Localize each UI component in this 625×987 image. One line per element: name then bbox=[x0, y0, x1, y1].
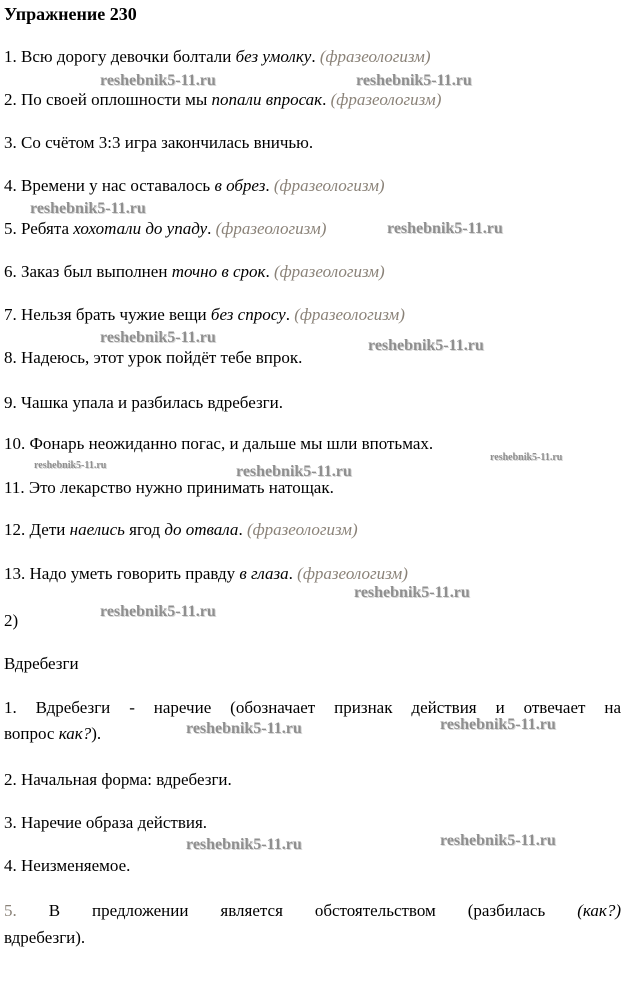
sentence-text: 12. Дети bbox=[4, 520, 70, 539]
idiom-text: без умолку bbox=[235, 47, 312, 66]
sentence-4: 4. Времени у нас оставалось в обрез. (фразеологизм) bbox=[4, 176, 385, 195]
watermark: reshebnik5-11.ru bbox=[30, 200, 146, 217]
idiom-text: попали впросак bbox=[211, 90, 323, 109]
sentence-7: 7. Нельзя брать чужие вещи без спросу. (фразеологизм) bbox=[4, 305, 405, 324]
analysis-point-1-cont: вопрос как?). bbox=[4, 724, 102, 743]
sentence-8 bbox=[4, 348, 621, 368]
idiom-text: хохотали до упаду bbox=[73, 219, 208, 238]
idiom-text: в глаза bbox=[239, 564, 289, 583]
idiom-note: (фразеологизм) bbox=[273, 176, 385, 195]
sentence-10 bbox=[4, 434, 621, 454]
watermark: reshebnik5-11.ru bbox=[368, 337, 484, 354]
sentence-9 bbox=[4, 393, 621, 413]
watermark: reshebnik5-11.ru bbox=[354, 584, 470, 601]
watermark: reshebnik5-11.ru bbox=[356, 72, 472, 89]
idiom-note: (фразеологизм) bbox=[319, 47, 431, 66]
sentence-1: 1. Всю дорогу девочки болтали без умолку. (фразеологизм) bbox=[4, 47, 431, 66]
page-title: Упражнение 230 bbox=[4, 4, 137, 24]
idiom-text: точно в срок bbox=[171, 262, 266, 281]
idiom-text: без спросу bbox=[210, 305, 286, 324]
sentence-text: 13. Надо уметь говорить правду bbox=[4, 564, 240, 583]
part2-word: Вдребезги bbox=[4, 654, 79, 673]
sentence-11 bbox=[4, 478, 621, 498]
analysis-point-2: 2. Начальная форма: вдребезги. bbox=[4, 770, 232, 789]
watermark: reshebnik5-11.ru bbox=[387, 220, 503, 237]
watermark: reshebnik5-11.ru bbox=[34, 460, 107, 471]
sentence-text: 3. Со счётом 3:3 игра закончилась вничью. bbox=[4, 133, 314, 152]
idiom-note: (фразеологизм) bbox=[297, 564, 408, 583]
idiom-text: наелись bbox=[69, 520, 125, 539]
sentence-text: 9. Чашка упала и разбилась вдребезги. bbox=[4, 393, 283, 412]
sentence-2: 2. По своей оплошности мы попали впросак. (фразеологизм) bbox=[4, 90, 442, 109]
analysis-point-5-cont: вдребезги). bbox=[4, 928, 86, 947]
idiom-note: (фразеологизм) bbox=[246, 520, 358, 539]
sentence-text: 11. Это лекарство нужно принимать натощак. bbox=[4, 478, 334, 497]
idiom-text: до отвала bbox=[164, 520, 239, 539]
watermark: reshebnik5-11.ru bbox=[186, 720, 302, 737]
sentence-text: 10. Фонарь неожиданно погас, и дальше мы шли впотьмах. bbox=[4, 434, 434, 453]
watermark: reshebnik5-11.ru bbox=[236, 463, 352, 480]
sentence-5: 5. Ребята хохотали до упаду. (фразеологизм) bbox=[4, 219, 327, 238]
sentence-12: 12. Дети наелись ягод до отвала. (фразеологизм) bbox=[4, 520, 358, 539]
sentence-text: 4. Времени у нас оставалось bbox=[4, 176, 215, 195]
watermark: reshebnik5-11.ru bbox=[100, 603, 216, 620]
analysis-point-3: 3. Наречие образа действия. bbox=[4, 813, 208, 832]
idiom-note: (фразеологизм) bbox=[273, 262, 385, 281]
analysis-point-5: 5. В предложении является обстоятельством (разбилась (как?) bbox=[4, 901, 621, 920]
sentence-6: 6. Заказ был выполнен точно в срок. (фразеологизм) bbox=[4, 262, 385, 281]
idiom-note: (фразеологизм) bbox=[330, 90, 442, 109]
analysis-point-1: 1. Вдребезги - наречие (обозначает признак действия и отвечает на bbox=[4, 698, 621, 717]
idiom-note: (фразеологизм) bbox=[294, 305, 405, 324]
watermark: reshebnik5-11.ru bbox=[440, 716, 556, 733]
idiom-note: (фразеологизм) bbox=[215, 219, 327, 238]
sentence-text: 5. Ребята bbox=[4, 219, 74, 238]
sentence-text: 6. Заказ был выполнен bbox=[4, 262, 172, 281]
sentence-text: 2. По своей оплошности мы bbox=[4, 90, 212, 109]
watermark: reshebnik5-11.ru bbox=[490, 452, 563, 463]
analysis-point-4: 4. Неизменяемое. bbox=[4, 856, 131, 875]
sentence-text: 8. Надеюсь, этот урок пойдёт тебе впрок. bbox=[4, 348, 303, 367]
part2-label: 2) bbox=[4, 611, 19, 630]
watermark: reshebnik5-11.ru bbox=[100, 329, 216, 346]
sentence-13: 13. Надо уметь говорить правду в глаза. (фразеологизм) bbox=[4, 564, 408, 583]
sentence-3 bbox=[4, 133, 621, 153]
watermark: reshebnik5-11.ru bbox=[186, 836, 302, 853]
watermark: reshebnik5-11.ru bbox=[100, 72, 216, 89]
sentence-text: 7. Нельзя брать чужие вещи bbox=[4, 305, 211, 324]
idiom-text: в обрез bbox=[214, 176, 266, 195]
sentence-text: 1. Всю дорогу девочки болтали bbox=[4, 47, 236, 66]
watermark: reshebnik5-11.ru bbox=[440, 832, 556, 849]
